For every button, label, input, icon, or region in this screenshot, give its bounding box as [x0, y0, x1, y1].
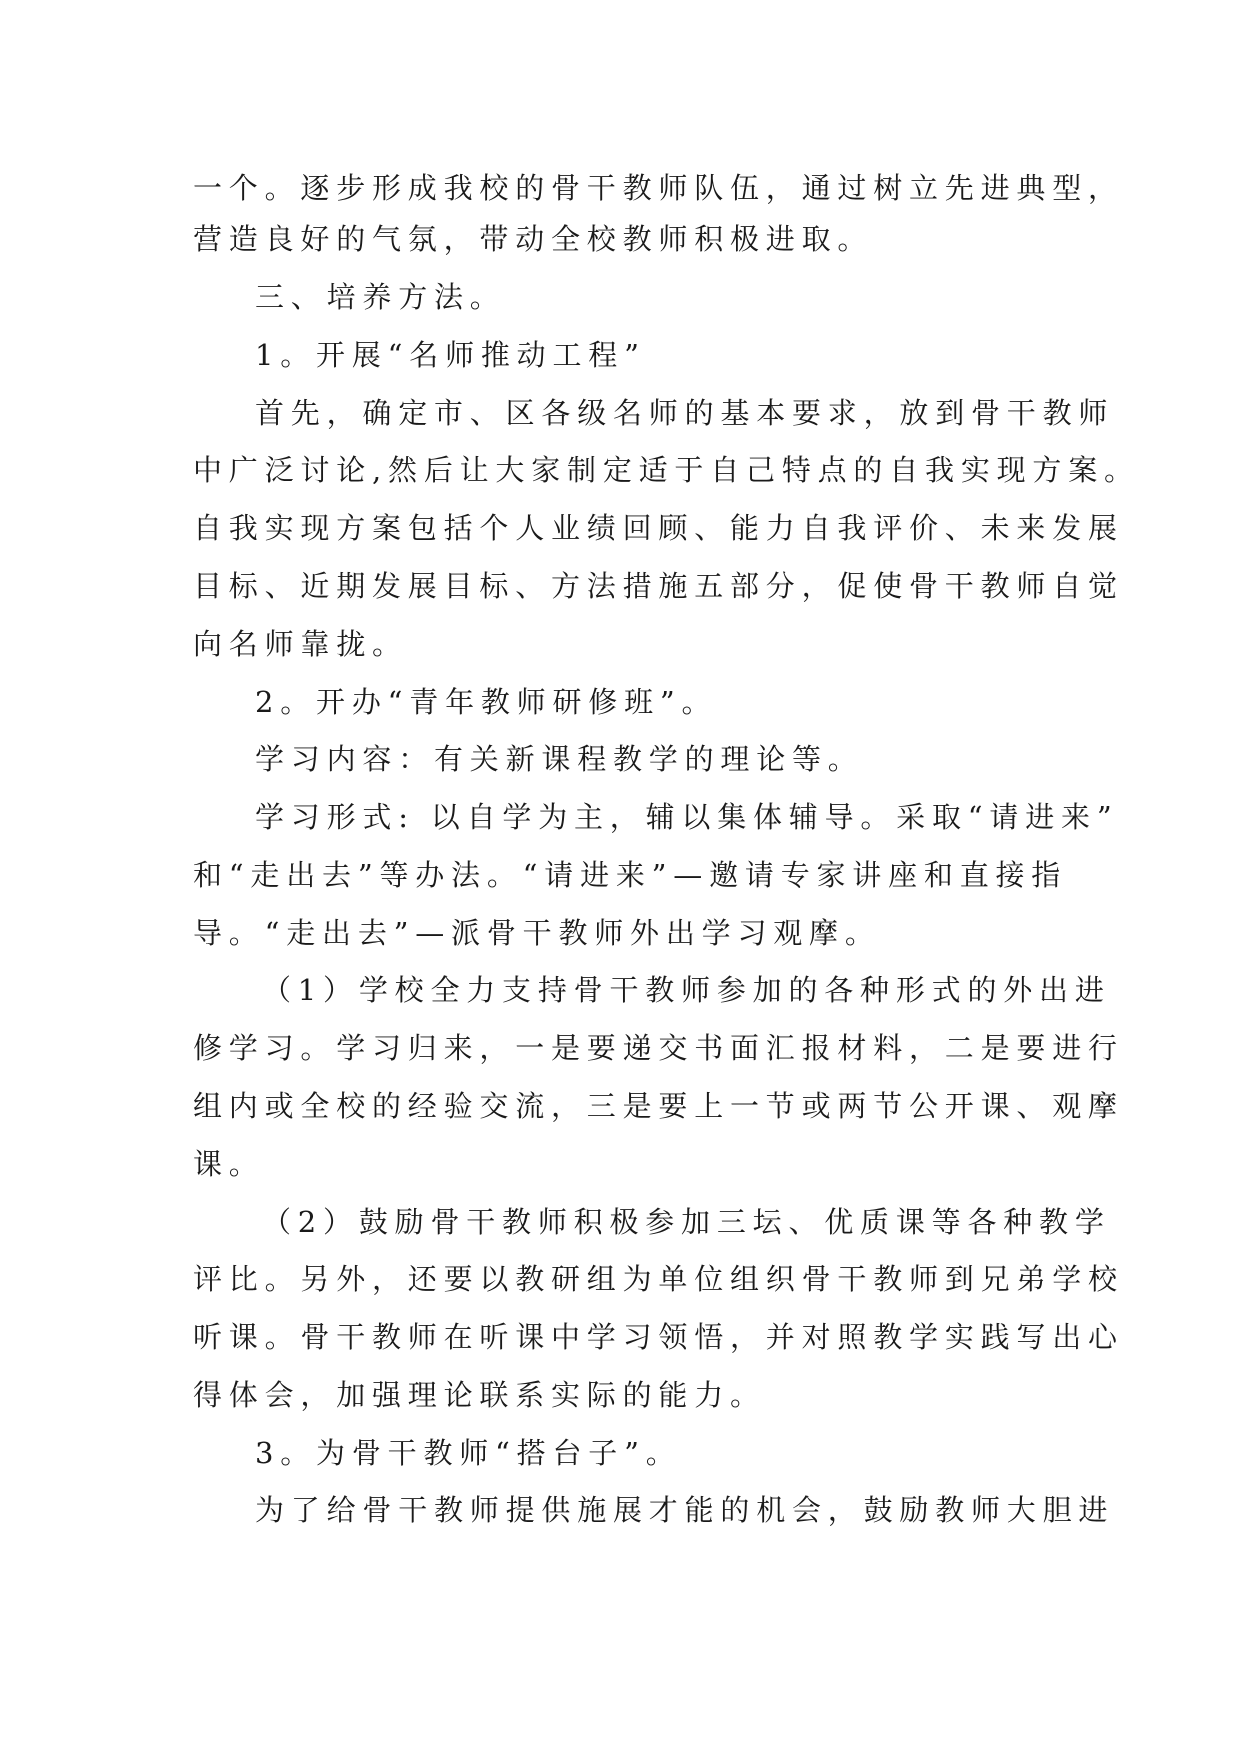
text-line: 向名师靠拢。 — [193, 627, 408, 661]
subsection-heading: 1。开展“名师推动工程” — [255, 338, 646, 372]
text-line: （2）鼓励骨干教师积极参加三坛、优质课等各种教学 — [262, 1205, 1111, 1239]
text-line: 为了给骨干教师提供施展才能的机会，鼓励教师大胆进 — [255, 1493, 1115, 1527]
text-line: （1）学校全力支持骨干教师参加的各种形式的外出进 — [262, 973, 1111, 1007]
text-line: 导。“走出去”—派骨干教师外出学习观摩。 — [193, 916, 881, 950]
text-line: 和“走出去”等办法。“请进来”—邀请专家讲座和直接指 — [193, 858, 1068, 892]
text-line: 学习内容：有关新课程教学的理论等。 — [255, 742, 864, 776]
text-line: 听课。骨干教师在听课中学习领悟，并对照教学实践写出心 — [193, 1320, 1124, 1354]
text-line: 营造良好的气氛，带动全校教师积极进取。 — [193, 222, 874, 256]
text-line: 组内或全校的经验交流，三是要上一节或两节公开课、观摩 — [193, 1089, 1124, 1123]
section-heading: 三、培养方法。 — [255, 280, 506, 314]
text-line: 首先，确定市、区各级名师的基本要求，放到骨干教师 — [255, 396, 1115, 430]
subsection-heading: 3。为骨干教师“搭台子”。 — [255, 1436, 682, 1470]
text-line: 学习形式: 以自学为主，辅以集体辅导。采取“请进来” — [255, 800, 1119, 834]
text-line: 评比。另外，还要以教研组为单位组织骨干教师到兄弟学校 — [193, 1262, 1124, 1296]
text-line: 得体会，加强理论联系实际的能力。 — [193, 1378, 766, 1412]
text-line: 目标、近期发展目标、方法措施五部分，促使骨干教师自觉 — [193, 569, 1124, 603]
text-line: 一个。逐步形成我校的骨干教师队伍，通过树立先进典型， — [193, 171, 1124, 205]
text-line: 中广泛讨论,然后让大家制定适于自己特点的自我实现方案。 — [193, 453, 1140, 487]
text-line: 自我实现方案包括个人业绩回顾、能力自我评价、未来发展 — [193, 511, 1124, 545]
subsection-heading: 2。开办“青年教师研修班”。 — [255, 685, 718, 719]
text-line: 课。 — [193, 1147, 265, 1181]
text-line: 修学习。学习归来，一是要递交书面汇报材料，二是要进行 — [193, 1031, 1124, 1065]
